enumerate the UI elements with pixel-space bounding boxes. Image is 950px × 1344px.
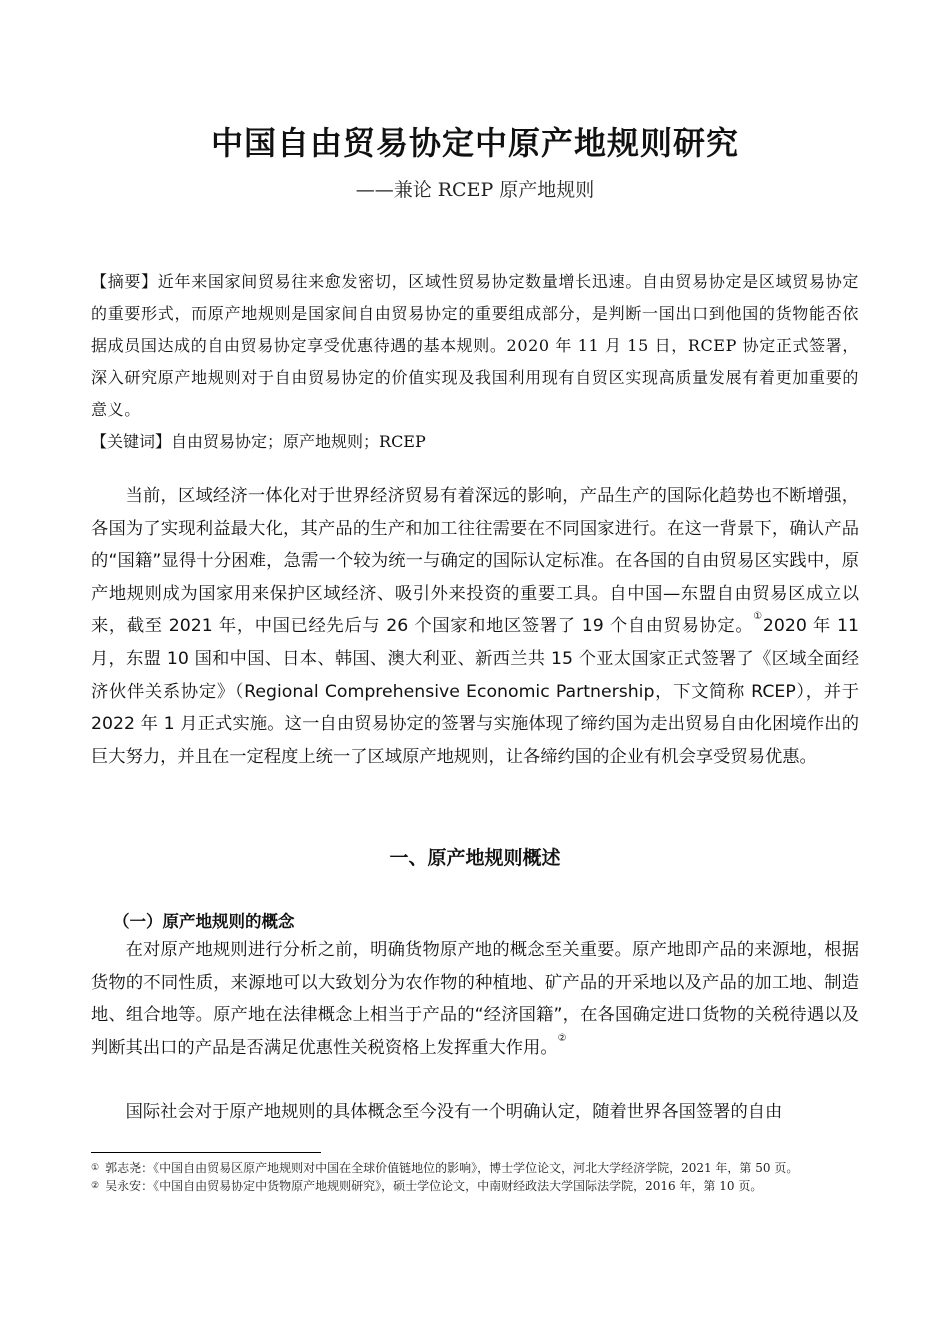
footnotes	[91, 1160, 859, 1196]
footnote-1	[91, 1160, 859, 1177]
concept-paragraph	[91, 934, 859, 1064]
section-heading: 一、原产地规则概述	[389, 847, 561, 869]
keywords	[91, 426, 859, 458]
intro-paragraph	[91, 480, 859, 773]
abstract-text: 近年来国家间贸易往来愈发密切，区域性贸易协定数量增长迅速。自由贸易协定是区域贸易协定的重要形式，而原产地规则是国家间自由贸易协定的重要组成部分，是判断一国出口到他国的货物能否依据成员国达成的自由贸易协定享受优惠待遇的基本规则。2020 年 11 月 15 日，RCEP 协定正式签署，深入研究原产地规则对于自由贸易协定的价值实现及我国利用现有自贸区实现高质量发展有着更加重要的意义。	[91, 272, 859, 419]
keywords-label: 【关键词】	[91, 432, 172, 451]
concept-text: 在对原产地规则进行分析之前，明确货物原产地的概念至关重要。原产地即产品的来源地，根据货物的不同性质，来源地可以大致划分为农作物的种植地、矿产品的开采地以及产品的加工地、制造地、组合地等。原产地在法律概念上相当于产品的“经济国籍”，在各国确定进口货物的关税待遇以及判断其出口的产品是否满足优惠性关税资格上发挥重大作用。	[91, 940, 859, 1058]
footnote-mark: ②	[91, 1181, 100, 1191]
abstract	[91, 266, 859, 426]
abstract-label: 【摘要】	[91, 272, 158, 291]
paper-title: 中国自由贸易协定中原产地规则研究	[210, 124, 739, 162]
subsection-heading: （一）原产地规则的概念	[113, 912, 295, 931]
intro-text-part2: 2020 年 11 月，东盟 10 国和中国、日本、韩国、澳大利亚、新西兰共 15 个亚太国家正式签署了《区域全面经济伙伴关系协定》（Regional Comprehensive Economic Partnership，下文简称 RCEP），并于 2022 年 1 月正式实施。这一自由贸易协定的签署与实施体现了缔约国为走出贸易自由化困境作出的巨大努力，并且在一定程度上统一了区域原产地规则，让各缔约国的企业有机会享受贸易优惠。	[91, 616, 860, 767]
footnote-divider	[91, 1152, 321, 1153]
continuation-paragraph: 国际社会对于原产地规则的具体概念至今没有一个明确认定，随着世界各国签署的自由	[125, 1102, 783, 1122]
intro-text-part1: 当前，区域经济一体化对于世界经济贸易有着深远的影响，产品生产的国际化趋势也不断增强，各国为了实现利益最大化，其产品的生产和加工往往需要在不同国家进行。在这一背景下，确认产品的“国籍”显得十分困难，急需一个较为统一与确定的国际认定标准。在各国的自由贸易区实践中，原产地规则成为国家用来保护区域经济、吸引外来投资的重要工具。自中国—东盟自由贸易区成立以来，截至 2021 年，中国已经先后与 26 个国家和地区签署了 19 个自由贸易协定。	[91, 486, 859, 637]
paper-subtitle: ——兼论 RCEP 原产地规则	[355, 179, 595, 201]
keywords-text: 自由贸易协定；原产地规则；RCEP	[171, 432, 426, 451]
footnote-text: 吴永安：《中国自由贸易协定中货物原产地规则研究》，硕士学位论文，中南财经政法大学国际法学院，2016 年，第 10 页。	[105, 1179, 763, 1193]
footnote-ref-1[interactable]: ①	[753, 611, 763, 623]
footnote-2	[91, 1178, 859, 1195]
footnote-ref-2[interactable]: ②	[557, 1032, 567, 1044]
footnote-mark: ①	[91, 1163, 100, 1173]
footnote-text: 郭志尧：《中国自由贸易区原产地规则对中国在全球价值链地位的影响》，博士学位论文，河北大学经济学院，2021 年，第 50 页。	[105, 1161, 799, 1175]
